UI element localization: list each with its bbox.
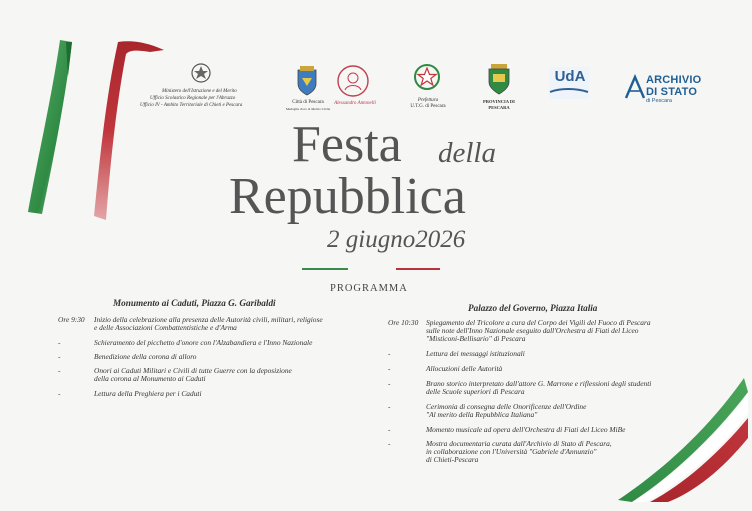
- list-item: - Momento musicale ad opera dell'Orchestra di Fiati del Liceo MiBe: [388, 425, 626, 434]
- title-repubblica: Repubblica: [229, 168, 466, 225]
- prefettura-label: Prefettura U.T.G. di Pescara: [410, 98, 446, 109]
- portrait-seal-icon: [336, 64, 370, 98]
- ministry-line: Ufficio Scolastico Regionale per l'Abruzzo: [150, 96, 236, 101]
- ministry-emblem-icon: [190, 62, 212, 84]
- title-date: 2 giugno2026: [327, 226, 466, 253]
- ministry-line: Ministero dell'Istruzione e del Merito: [162, 89, 237, 94]
- ministry-text: [140, 88, 260, 109]
- ministry-line: Ufficio IV - Ambito Territoriale di Chieti e Pescara: [140, 103, 243, 108]
- list-item: - Lettura dei messaggi istituzionali: [388, 349, 525, 358]
- tricolor-ribbon-top: [22, 36, 172, 226]
- divider-red: [396, 268, 440, 270]
- archivio-logo-icon: [624, 74, 646, 100]
- list-item: Ore 10:30 Spiegamento del Tricolore a cura del Corpo dei Vigili del Fuoco di Pescara sulle note dell'Inno Nazionale eseguito dall'Orchestra di Fiati del Liceo "Misticoni-Bellisario" di Pescara: [388, 318, 651, 344]
- pescara-label: Città di Pescara Medaglia d'oro al Merito Civile: [285, 100, 331, 111]
- list-item: - Mostra documentaria curata dall'Archivio di Stato di Pescara, in collaborazione con l'Università "Gabriele d'Annunzio" di Chieti-Pescara: [388, 439, 612, 465]
- right-heading: Palazzo del Governo, Piazza Italia: [468, 303, 598, 313]
- provincia-crest-icon: [484, 62, 514, 96]
- left-heading: Monumento ai Caduti, Piazza G. Garibaldi: [113, 298, 276, 308]
- list-item: - Brano storico interpretato dall'attore G. Marrone e riflessioni degli studenti delle Scuole superiori di Pescara: [388, 379, 652, 397]
- pescara-crest-icon: [292, 64, 322, 98]
- time-label: Ore 10:30: [388, 318, 419, 327]
- uda-label: UdA: [554, 68, 586, 85]
- provincia-label: PROVINCIA DI PESCARA: [483, 99, 515, 110]
- time-label: Ore 9:30: [58, 315, 85, 324]
- archivio-label: [646, 74, 701, 104]
- programma-heading: PROGRAMMA: [330, 283, 408, 294]
- list-item: - Schieramento del picchetto d'onore con l'Alzabandiera e l'Inno Nazionale: [58, 338, 313, 347]
- list-item: - Lettura della Preghiera per i Caduti: [58, 389, 202, 398]
- title-festa: Festa: [292, 116, 402, 173]
- archivio-line3: di Pescara: [646, 98, 672, 104]
- list-item: - Benedizione della corona di alloro: [58, 352, 197, 361]
- list-item: - Allocuzioni delle Autorità: [388, 364, 503, 373]
- list-item: - Cerimonia di consegna delle Onorificenze dell'Ordine "Al merito della Repubblica Italiana": [388, 402, 587, 420]
- divider-green: [302, 268, 348, 270]
- signature-label: Alessandro Antonelli: [334, 101, 376, 106]
- title-della: della: [438, 137, 496, 169]
- archivio-line1: ARCHIVIO: [646, 74, 702, 86]
- republic-emblem-icon: [412, 62, 442, 94]
- archivio-line2: DI STATO: [646, 86, 698, 98]
- list-item: Ore 9:30 Inizio della celebrazione alla presenza delle Autorità civili, militari, religiose e delle Associazioni Combattentistiche e d'Arma: [58, 315, 323, 333]
- list-item: - Onori ai Caduti Militari e Civili di tutte Guerre con la deposizione della corona al Monumento ai Caduti: [58, 366, 292, 384]
